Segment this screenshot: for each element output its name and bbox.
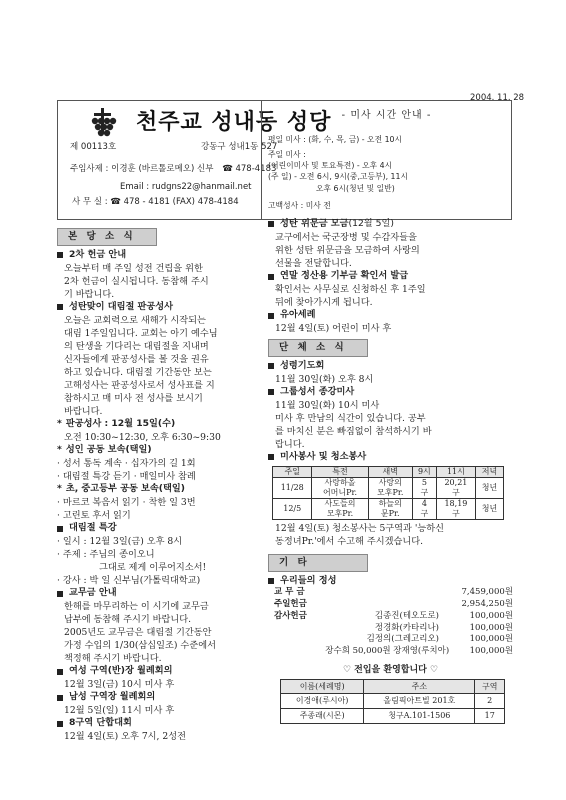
service-table: [272, 466, 504, 520]
news-line: 동정녀Pr.'에서 수고해 주시겠습니다.: [275, 535, 424, 547]
news-line: 12월 5일(일) 11시 미사 후: [64, 705, 175, 717]
news-line: 납부에 동참해 주시기 바랍니다.: [64, 614, 192, 626]
table-row: [273, 498, 504, 519]
table-cell: 청년: [476, 477, 504, 498]
news-line: 위한 성탄 위문금을 모금하여 사랑의: [275, 244, 420, 256]
table-cell: 4 구: [412, 498, 436, 519]
table-header-cell: 새벽: [368, 466, 412, 477]
right-column: [268, 218, 513, 724]
news-line: 참하시고 매 미사 전 성사를 보시기: [64, 393, 203, 405]
offering-donor: [334, 587, 443, 599]
news-line: 대림 1주일입니다. 교회는 아기 예수님: [64, 327, 218, 339]
table-header-cell: 저녁: [476, 466, 504, 477]
news-item-title: 성령기도회: [280, 359, 325, 371]
offering-row: [274, 599, 513, 611]
mass-line: (어린이미사 및 토요특전) - 오후 4시: [268, 161, 393, 171]
table-row: [281, 709, 505, 724]
pastor-phone: ☎ 478-4183: [222, 164, 277, 174]
mass-line: 주일 미사 :: [268, 149, 306, 159]
square-bullet-icon: [268, 221, 274, 227]
news-line: 를 마치신 분은 빠짐없이 참석하시기 바: [275, 425, 432, 437]
table-cell: 사도들의 모후Pr.: [312, 498, 368, 519]
offering-row: [274, 611, 513, 623]
offering-amount: 100,000원: [469, 610, 513, 621]
square-bullet-icon: [57, 669, 63, 675]
news-item: [57, 665, 264, 691]
table-cell: 18,19 구: [436, 498, 475, 519]
news-line: · 고린토 후서 읽기: [57, 510, 131, 522]
news-item-title: 남성 구역장 월례회의: [69, 691, 156, 703]
square-bullet-icon: [57, 695, 63, 701]
offering-row: [274, 623, 513, 635]
offering-donor: 김정의(그레고리오): [366, 634, 439, 645]
news-line: 2005년도 교무금은 대림절 기간동안: [64, 627, 212, 639]
news-line: · 대림절 특강 듣기 · 매일미사 참례: [57, 471, 196, 483]
news-line: · 일시 : 12월 3일(금) 오후 8시: [57, 536, 183, 548]
square-bullet-icon: [57, 252, 63, 258]
news-item-title: 그룹성서 종강미사: [280, 385, 355, 397]
news-item: [268, 309, 513, 335]
offering-donor: 김종진(테오도로): [374, 610, 439, 621]
news-line: 12월 4일(토) 오후 7시, 2성전: [64, 731, 186, 743]
offering-donor: [334, 599, 443, 611]
news-item: [57, 418, 264, 444]
offering-label: [274, 646, 325, 658]
news-line: 하고 있습니다. 대림절 기간동안 보는: [64, 366, 212, 378]
table-header-cell: 주일: [273, 466, 312, 477]
offering-amount: 100,000원: [469, 622, 513, 633]
news-line: 기 바랍니다.: [64, 288, 115, 300]
news-item-title: 미사봉사 및 청소봉사: [280, 450, 367, 462]
table-row: [273, 477, 504, 498]
news-item-title: 성인 공동 보속(택일): [65, 444, 152, 456]
square-bullet-icon: [268, 363, 274, 369]
table-cell: 주종래(시몬): [281, 709, 364, 724]
news-line: 고해성사는 판공성사로서 성사표를 지: [64, 380, 215, 392]
news-item: [268, 270, 513, 309]
news-line: 오늘부터 매 주일 성전 건립을 위한: [64, 262, 203, 274]
offering-label: [274, 634, 334, 646]
news-item: [57, 483, 264, 522]
news-item: [268, 386, 513, 451]
parish-news-column: [57, 228, 264, 743]
table-header-cell: 11시: [436, 466, 475, 477]
pastor-info: [70, 163, 276, 175]
news-item: [57, 301, 264, 418]
asterisk-icon: *: [57, 418, 62, 430]
parish-news-heading: 본 당 소 식: [57, 228, 157, 246]
others-heading: 기 타: [268, 554, 368, 572]
offering-label: 주일헌금: [274, 599, 307, 610]
table-cell: 사랑하올 어머니Pr.: [312, 477, 368, 498]
offering-row: [274, 646, 513, 658]
group-news-heading: 단 체 소 식: [268, 339, 368, 357]
offering-amount: 100,000원: [469, 634, 513, 645]
issue-number: 제 00113호: [70, 142, 117, 152]
table-header-cell: 구역: [475, 679, 505, 694]
square-bullet-icon: [268, 274, 274, 280]
table-cell: 17: [475, 709, 505, 724]
news-item: [57, 522, 264, 587]
square-bullet-icon: [268, 454, 274, 460]
service-table-body: [273, 477, 504, 519]
square-bullet-icon: [57, 526, 63, 532]
news-item-title: 연말 정산용 기부금 확인서 발급: [280, 270, 409, 282]
mass-line: 고백성사 : 미사 전: [268, 200, 331, 210]
news-line: · 주제 : 주님의 종이오니: [57, 549, 155, 561]
news-item: [268, 360, 513, 386]
news-item-title: 대림절 특강: [69, 522, 117, 534]
news-item-title: 교무금 안내: [69, 587, 117, 599]
table-cell: 12/5: [273, 498, 312, 519]
church-email: Email : rudgns22@hanmail.net: [120, 182, 252, 192]
table-cell: 20,21 구: [436, 477, 475, 498]
grape-cross-logo-icon: [86, 107, 120, 139]
news-item-title: 2차 헌금 안내: [69, 248, 127, 260]
news-line: 오늘은 교회력으로 새해가 시작되는: [64, 314, 206, 326]
table-cell: 2: [475, 694, 505, 709]
church-address: 강동구 성내1동 527: [201, 142, 278, 152]
news-item-title: 유아세례: [280, 309, 316, 321]
news-line: · 마르코 복음서 읽기 · 착한 일 3번: [57, 497, 196, 509]
news-line: · 성서 통독 계속 · 십자가의 길 1회: [57, 458, 196, 470]
news-line: 한해를 마무리하는 이 시기에 교무금: [64, 601, 209, 613]
table-header-cell: 9시: [412, 466, 436, 477]
table-cell: 11/28: [273, 477, 312, 498]
square-bullet-icon: [268, 578, 274, 584]
offering-donor: 장수희 50,000원 장재영(루치아): [325, 646, 450, 657]
welcome-title: ♡ 전입을 환영합니다 ♡: [342, 664, 439, 675]
table-cell: 사랑의 모후Pr.: [368, 477, 412, 498]
table-cell: 올림픽아트빌 201호: [364, 694, 475, 709]
news-item: [57, 249, 264, 301]
mass-line: 평일 미사 : (화, 수, 목, 금) - 오전 10시: [268, 134, 403, 144]
table-cell: 하늘의 문Pr.: [368, 498, 412, 519]
news-line: 2차 헌금이 실시됩니다. 동참해 주시: [64, 275, 209, 287]
news-line: 책정해 주시기 바랍니다.: [64, 653, 162, 665]
news-line: 교구에서는 국군장병 및 수감자들을: [275, 231, 417, 243]
news-line: 12월 4일(토) 청소봉사는 5구역과 '능하신: [275, 522, 445, 534]
news-line: · 강사 : 박 일 신부님(가톨릭대학교): [57, 575, 201, 587]
news-item: [268, 451, 513, 464]
news-line: 뒤에 찾아가시게 됩니다.: [275, 297, 373, 308]
news-line: 오전 10:30~12:30, 오후 6:30~9:30: [64, 432, 221, 444]
news-line: 11월 30일(화) 오후 8시: [275, 373, 374, 385]
asterisk-icon: *: [57, 483, 62, 495]
offering-label: [274, 623, 334, 635]
table-row: [281, 694, 505, 709]
news-line: 선물을 전달합니다.: [275, 258, 352, 269]
offering-amount: 100,000원: [469, 646, 513, 657]
offering-amount: 2,954,250원: [461, 599, 513, 610]
square-bullet-icon: [268, 389, 274, 395]
mass-schedule: [261, 101, 511, 219]
news-line: 미사 후 만남의 식간이 있습니다. 공부: [275, 412, 426, 424]
news-line: 12월 4일(토) 어린이 미사 후: [275, 322, 392, 334]
news-line: 그대로 제게 이루어지소서!: [99, 562, 207, 574]
table-header-cell: 이름(세례명): [281, 679, 364, 694]
news-item: [57, 587, 264, 665]
news-line: 확인서는 사무실로 신청하신 후 1주일: [275, 283, 426, 295]
news-item-title: 성탄맞이 대림절 판공성사: [69, 300, 174, 312]
mass-schedule-title: - 미사 시간 안내 -: [341, 110, 432, 121]
news-item-title: 성탄 위문금 모금: [280, 218, 349, 229]
table-header-cell: 특전: [312, 466, 368, 477]
news-line: 가정 수입의 1/30(삼십일조) 수준에서: [64, 640, 216, 652]
offering-amount: 7,459,000원: [461, 587, 513, 598]
table-cell: 청년: [476, 498, 504, 519]
asterisk-icon: *: [57, 444, 62, 456]
offering-label: 교 무 금: [274, 587, 305, 598]
offering-list: [268, 587, 513, 657]
news-item-date: (12월 5일): [348, 218, 394, 229]
news-line: 11월 30일(화) 10시 미사: [275, 399, 380, 411]
table-header-row: [281, 679, 505, 694]
news-item-title: 8구역 단합대회: [69, 717, 132, 729]
news-item-title: 여성 구역(반)장 월례회의: [69, 665, 173, 677]
table-cell: 이경애(루시아): [281, 694, 364, 709]
news-item: [268, 218, 513, 270]
news-line: 랍니다.: [275, 438, 305, 450]
news-item-title: 초, 중고등부 공동 보속(택일): [65, 483, 185, 495]
masthead: [57, 100, 512, 220]
news-line: 12월 3일(금) 10시 미사 후: [64, 679, 175, 691]
issue-date: 2004. 11. 28: [470, 93, 525, 103]
table-header-cell: 주소: [364, 679, 475, 694]
news-item: [57, 444, 264, 483]
welcome-table: [280, 679, 505, 724]
offering-title: 우리들의 정성: [280, 574, 337, 586]
news-item-title: 판공성사 : 12월 15일(수): [65, 418, 176, 430]
table-cell: 5 구: [412, 477, 436, 498]
offering-row: [274, 587, 513, 599]
news-item: [57, 691, 264, 717]
square-bullet-icon: [57, 591, 63, 597]
pastor-name: 주임사제 : 이경훈 (바르톨로메오) 신부: [70, 164, 214, 174]
table-header-row: [273, 466, 504, 477]
square-bullet-icon: [268, 313, 274, 319]
offering-row: [274, 634, 513, 646]
news-line: 바랍니다.: [64, 406, 103, 418]
table-cell: 청구A.101-1506: [364, 709, 475, 724]
mass-line: (주 일) - 오전 6시, 9시(중,고등부), 11시: [268, 172, 408, 182]
news-line: 의 탄생을 기다리는 대림절을 지내며: [64, 340, 209, 352]
offering-donor: 정경화(카타리나): [374, 622, 439, 633]
office-contact: 사 무 실 : ☎ 478 - 4181 (FAX) 478-4184: [72, 197, 239, 207]
square-bullet-icon: [57, 721, 63, 727]
offering-label: 감사헌금: [274, 610, 307, 621]
square-bullet-icon: [57, 304, 63, 310]
church-title: 천주교 성내동 성당: [136, 110, 332, 135]
mass-line: 오후 6시(청년 및 일반): [316, 183, 395, 193]
news-line: 신자들에게 판공성사를 볼 것을 권유: [64, 353, 209, 365]
news-item: [57, 717, 264, 743]
